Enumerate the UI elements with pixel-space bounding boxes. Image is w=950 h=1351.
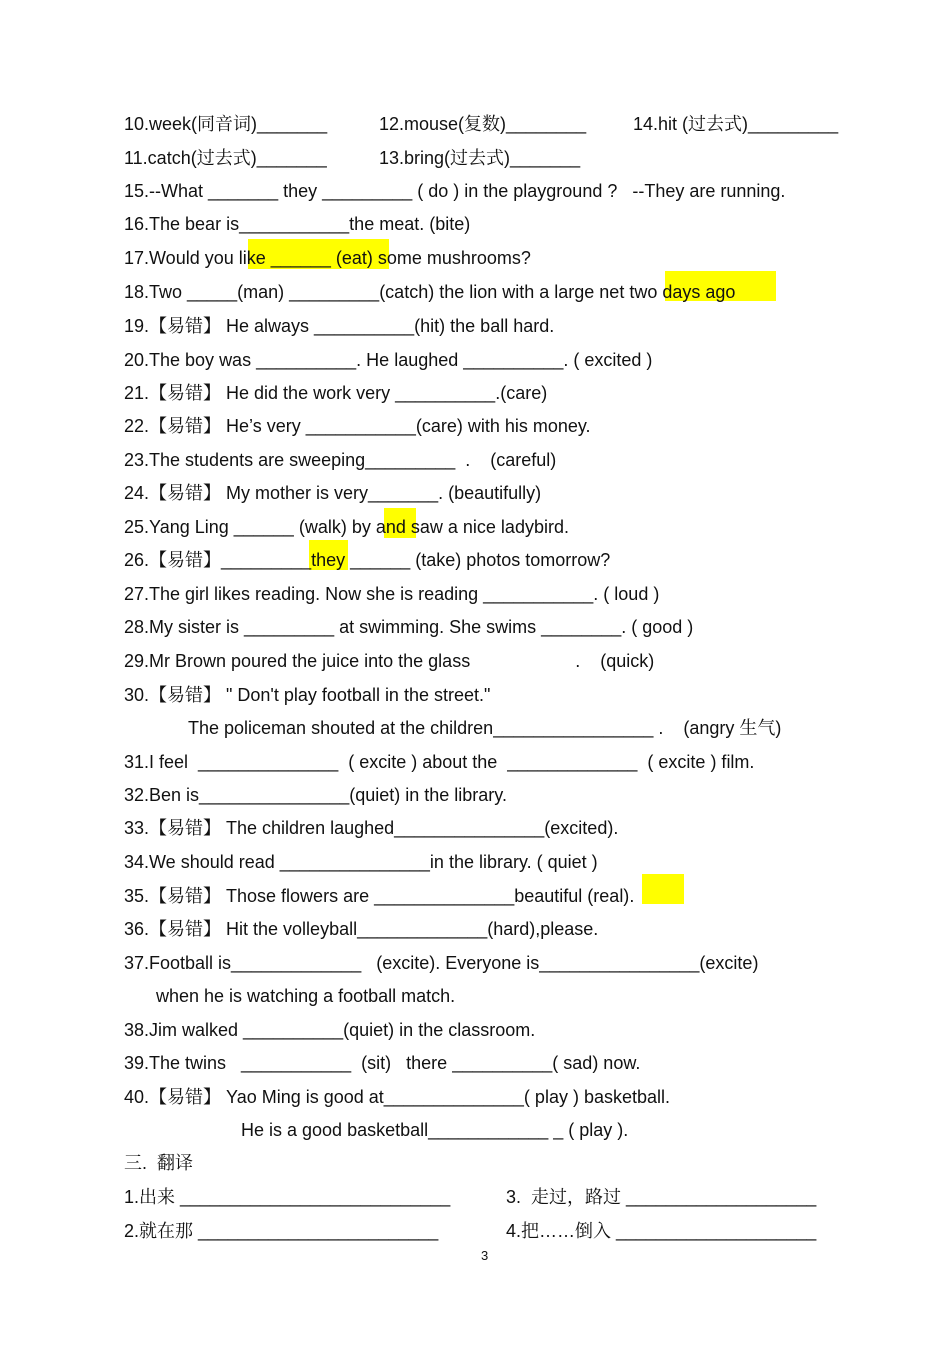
- exercise-30-line-2: The policeman shouted at the children________________ . (angry 生气): [188, 718, 782, 738]
- exercise-18-highlighted: t two days a: [619, 282, 716, 302]
- exercise-34: 34.We should read _______________in the library. ( quiet ): [124, 852, 598, 872]
- exercise-35-part-a: 35.【易错】 Those flowers are ______________beautiful (: [124, 886, 594, 906]
- page-number: 3: [481, 1248, 489, 1263]
- exercise-11: 11.catch(过去式)_______: [124, 148, 327, 168]
- exercise-18: [124, 281, 735, 303]
- exercise-25-part-c: d saw a nice ladybird.: [395, 517, 569, 537]
- translation-4: 4.把……倒入 ____________________: [506, 1221, 817, 1241]
- exercise-13: 13.bring(过去式)_______: [379, 148, 581, 168]
- exercise-26: [124, 549, 610, 571]
- highlight-real: [642, 874, 684, 904]
- exercise-27: 27.The girl likes reading. Now she is reading ___________. ( loud ): [124, 584, 660, 604]
- exercise-29: 29.Mr Brown poured the juice into the glass . (quick): [124, 651, 655, 671]
- exercise-26-part-a: 26.【易错】_________: [124, 550, 312, 570]
- exercise-40-line-2: He is a good basketball____________ _ ( play ).: [241, 1120, 629, 1140]
- exercise-25: [124, 516, 569, 538]
- exercise-17-part-a: 17.Would you: [124, 248, 239, 268]
- exercise-18-part-c: go: [715, 282, 736, 302]
- translation-3: 3. 走过，路过 ___________________: [506, 1187, 817, 1207]
- exercise-40: 40.【易错】 Yao Ming is good at______________( play ) basketball.: [124, 1087, 671, 1107]
- exercise-20: 20.The boy was __________. He laughed __________. ( excited ): [124, 350, 653, 370]
- exercise-12: 12.mouse(复数)________: [379, 114, 587, 134]
- exercise-35-part-c: .: [629, 886, 635, 906]
- exercise-17: [124, 247, 531, 269]
- exercise-28: 28.My sister is _________ at swimming. She swims ________. ( good ): [124, 617, 694, 637]
- exercise-25-highlighted: by an: [351, 517, 396, 537]
- exercise-23: 23.The students are sweeping_________ . (careful): [124, 450, 557, 470]
- exercise-31: 31.I feel ______________ ( excite ) about the _____________ ( excite ) film.: [124, 752, 755, 772]
- exercise-18-part-a: 18.Two _____(man) _________(catch) the lion with a large ne: [124, 282, 620, 302]
- exercise-35: [124, 885, 634, 907]
- exercise-35-highlighted: real): [593, 886, 630, 906]
- exercise-25-part-a: 25.Yang Ling ______ (walk): [124, 517, 352, 537]
- exercise-26-highlighted: they: [311, 550, 346, 570]
- exercise-10: 10.week(同音词)_______: [124, 114, 328, 134]
- exercise-17-part-c: ) some mushrooms?: [366, 248, 531, 268]
- exercise-39: 39.The twins ___________ (sit) there __________( sad) now.: [124, 1053, 641, 1073]
- translation-1: 1.出来 ___________________________: [124, 1187, 451, 1207]
- exercise-21: 21.【易错】 He did the work very __________.(care): [124, 383, 548, 403]
- exercise-36: 36.【易错】 Hit the volleyball_____________(hard),please.: [124, 919, 599, 939]
- exercise-32: 32.Ben is_______________(quiet) in the library.: [124, 785, 507, 805]
- exercise-37: 37.Football is_____________ (excite). Everyone is________________(excite): [124, 953, 759, 973]
- exercise-38: 38.Jim walked __________(quiet) in the classroom.: [124, 1020, 536, 1040]
- exercise-19: 19.【易错】 He always __________(hit) the ball hard.: [124, 316, 555, 336]
- exercise-37-line-2: when he is watching a football match.: [156, 986, 456, 1006]
- section-heading-translation: 三. 翻译: [124, 1153, 194, 1173]
- exercise-14: 14.hit (过去式)_________: [633, 114, 839, 134]
- exercise-24: 24.【易错】 My mother is very_______. (beautifully): [124, 483, 542, 503]
- exercise-30: 30.【易错】 " Don't play football in the street.": [124, 685, 491, 705]
- exercise-22: 22.【易错】 He’s very ___________(care) with his money.: [124, 416, 591, 436]
- exercise-33: 33.【易错】 The children laughed_______________(excited).: [124, 818, 619, 838]
- exercise-26-part-c: ______ (take) photos tomorrow?: [345, 550, 611, 570]
- exercise-15: 15.--What _______ they _________ ( do ) in the playground ? --They are running.: [124, 181, 786, 201]
- exercise-17-highlighted: like ______ (eat: [238, 248, 367, 268]
- translation-2: 2.就在那 ________________________: [124, 1221, 439, 1241]
- exercise-16: 16.The bear is___________the meat. (bite): [124, 214, 471, 234]
